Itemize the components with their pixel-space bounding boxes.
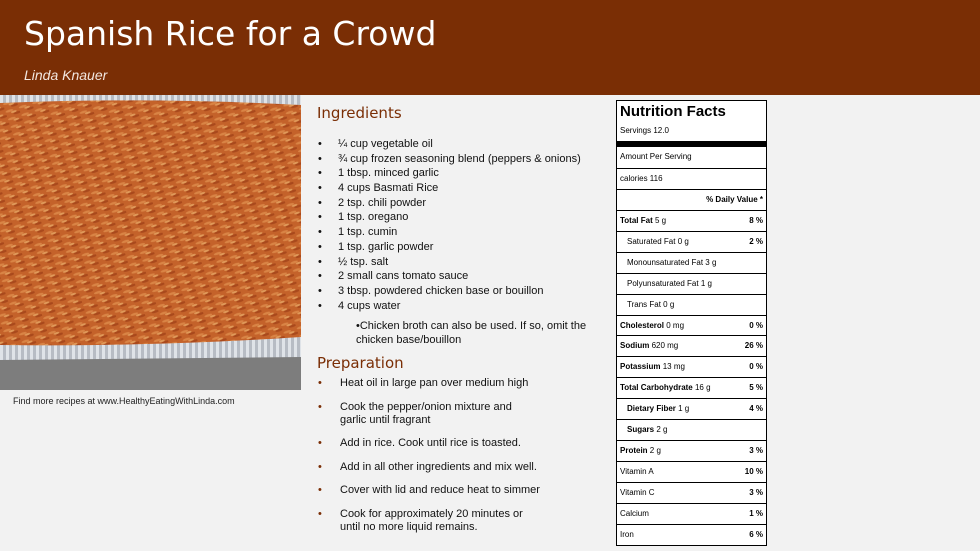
bullet-icon: • — [318, 437, 322, 449]
bullet-icon: • — [318, 377, 322, 389]
bullet-icon: • — [318, 401, 322, 413]
nutrient-row — [617, 273, 766, 294]
nutrient-label: Polyunsaturated Fat 1 g — [627, 278, 712, 288]
amount-per-serving: Amount Per Serving — [620, 152, 692, 161]
chicken-broth-note: •Chicken broth can also be used. If so, omit the chicken base/bouillon — [356, 320, 587, 346]
prep-step-text: Cook the pepper/onion mixture and garlic until fragrant — [340, 401, 512, 426]
prep-step-text: Add in rice. Cook until rice is toasted. — [340, 437, 521, 449]
nutrient-row — [617, 210, 766, 231]
nutrient-label: Vitamin A — [620, 466, 654, 476]
nutrient-row — [617, 440, 766, 461]
nutrient-label: Monounsaturated Fat 3 g — [627, 257, 717, 267]
nutrient-label: Protein 2 g — [620, 445, 661, 455]
amount-per-serving-row — [617, 147, 766, 168]
nutrient-row — [617, 315, 766, 336]
nutrient-row — [617, 503, 766, 524]
nutrient-row — [617, 335, 766, 356]
nutrient-row — [617, 419, 766, 440]
nutrient-percent: 6 % — [749, 529, 763, 539]
list-item: • 2 small cans tomato sauce — [318, 269, 581, 284]
nutrient-row — [617, 482, 766, 503]
list-item: • 1 tbsp. minced garlic — [318, 166, 581, 181]
ingredients-list — [318, 137, 581, 313]
nutrient-percent: 8 % — [749, 216, 763, 225]
nutrient-label: Potassium 13 mg — [620, 362, 685, 372]
nutrient-percent: 26 % — [744, 341, 763, 351]
prep-step-text: Cook for approximately 20 minutes or until no more liquid remains. — [340, 508, 523, 533]
nutrient-row — [617, 377, 766, 398]
nutrient-percent: 5 % — [749, 383, 763, 393]
ingredients-heading: Ingredients — [317, 104, 402, 122]
recipe-title: Spanish Rice for a Crowd — [24, 14, 437, 53]
nutrient-row — [617, 252, 766, 273]
nutrient-percent: 2 % — [749, 236, 763, 246]
nutrient-percent: 0 % — [749, 362, 763, 372]
list-item: • 1 tsp. cumin — [318, 225, 581, 240]
prep-step-text: Heat oil in large pan over medium high — [340, 377, 529, 389]
nutrient-label: Calcium — [620, 508, 649, 518]
nutrient-label: Sugars 2 g — [627, 425, 668, 434]
nutrient-label: Dietary Fiber 1 g — [627, 404, 690, 414]
calories: calories 116 — [620, 174, 663, 183]
nutrient-label: Vitamin C — [620, 487, 655, 497]
list-item: • ¼ cup vegetable oil — [318, 137, 581, 152]
nutrient-row — [617, 461, 766, 482]
calories-row — [617, 168, 766, 189]
nutrition-title: Nutrition Facts — [620, 103, 726, 120]
list-item: • 1 tsp. oregano — [318, 210, 581, 225]
daily-value-header: % Daily Value * — [706, 195, 763, 204]
nutrient-label: Cholesterol 0 mg — [620, 320, 685, 330]
bullet-icon: • — [318, 461, 322, 473]
nutrient-label: Total Carbohydrate 16 g — [620, 383, 711, 393]
website-link[interactable]: Find more recipes at www.HealthyEatingWithLinda.com — [13, 396, 235, 406]
nutrient-percent: 1 % — [749, 508, 763, 518]
list-item: • 2 tsp. chili powder — [318, 196, 581, 211]
nutrition-facts-panel — [616, 100, 767, 546]
nutrient-percent: 4 % — [749, 404, 763, 414]
nutrient-percent: 0 % — [749, 320, 763, 330]
daily-value-header-row — [617, 189, 766, 210]
recipe-author: Linda Knauer — [24, 67, 108, 83]
nutrient-row — [617, 231, 766, 252]
nutrient-label: Sodium 620 mg — [620, 341, 679, 351]
rice-tray-photo — [0, 95, 301, 390]
nutrient-row — [617, 294, 766, 315]
list-item: • 1 tsp. garlic powder — [318, 240, 581, 255]
nutrient-label: Total Fat 5 g — [620, 216, 667, 225]
prep-step-text: Add in all other ingredients and mix well. — [340, 461, 537, 473]
list-item: • ½ tsp. salt — [318, 255, 581, 270]
list-item: • 4 cups water — [318, 299, 581, 314]
nutrient-label: Iron — [620, 529, 634, 539]
nutrient-row — [617, 398, 766, 419]
prep-step-text: Cover with lid and reduce heat to simmer — [340, 484, 540, 496]
list-item: • 4 cups Basmati Rice — [318, 181, 581, 196]
nutrient-percent: 3 % — [749, 445, 763, 455]
servings: Servings 12.0 — [620, 126, 669, 135]
rice-photo-illustration — [0, 95, 301, 390]
nutrient-row — [617, 356, 766, 377]
bullet-icon: • — [318, 484, 322, 496]
nutrient-percent: 10 % — [744, 466, 763, 476]
title-banner — [0, 0, 980, 95]
bullet-icon: • — [318, 508, 322, 520]
list-item: • 3 tbsp. powdered chicken base or bouillon — [318, 284, 581, 299]
nutrient-percent: 3 % — [749, 487, 763, 497]
nutrient-row — [617, 524, 766, 545]
nutrient-label: Saturated Fat 0 g — [627, 236, 689, 246]
preparation-heading: Preparation — [317, 354, 404, 372]
list-item: • ¾ cup frozen seasoning blend (peppers & onions) — [318, 152, 581, 167]
nutrient-label: Trans Fat 0 g — [627, 299, 675, 309]
